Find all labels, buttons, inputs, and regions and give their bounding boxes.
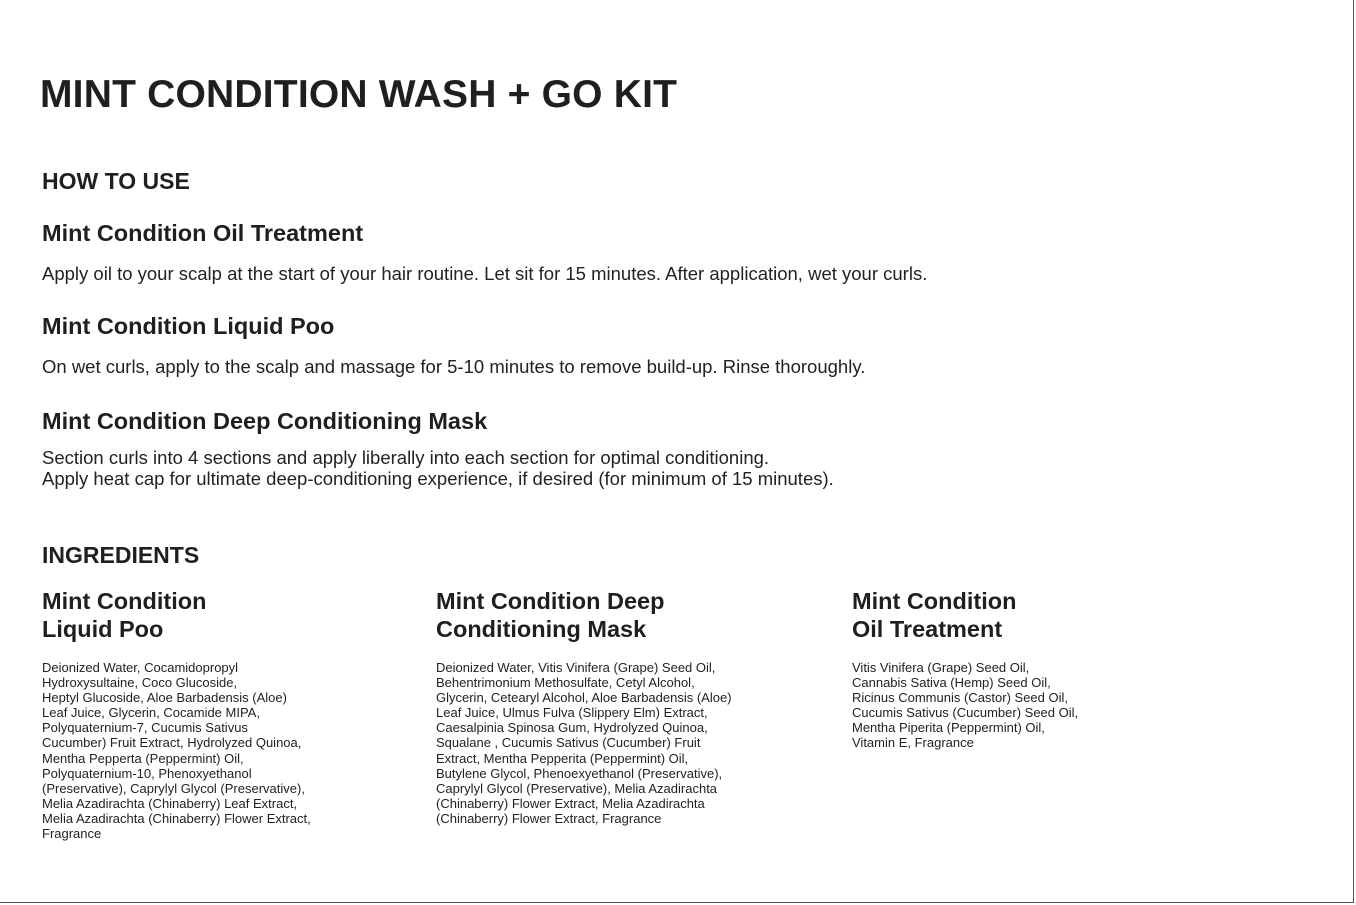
step-text-deep-conditioning-mask-line-2: Apply heat cap for ultimate deep-conditioning experience, if desired (for minimum of 15 minutes). — [42, 468, 834, 489]
ingredients-column-deep-conditioning-mask — [436, 588, 826, 826]
ingredients-column-liquid-poo — [42, 588, 402, 841]
how-to-use-heading: HOW TO USE — [42, 168, 190, 194]
ingredients-list-liquid-poo: Deionized Water, Cocamidopropyl Hydroxysultaine, Coco Glucoside, Heptyl Glucoside, Aloe Barbadensis (Aloe) Leaf Juice, Glycerin, Cocamide MIPA, Polyquaternium-7, Cucumis Sativus Cucumber) Fruit Extract, Hydrolyzed Quinoa, Mentha Pepperta (Peppermint) Oil, Polyquaternium-10, Phenoxyethanol (Preservative), Caprylyl Glycol (Preservative), Melia Azadirachta (Chinaberry) Leaf Extract, Melia Azadirachta (Chinaberry) Flower Extract, Fragrance — [42, 660, 311, 842]
ingredients-title-oil-treatment: Mint Condition Oil Treatment — [852, 588, 1017, 642]
page-title: MINT CONDITION WASH + GO KIT — [40, 73, 678, 116]
step-title-liquid-poo: Mint Condition Liquid Poo — [42, 313, 335, 339]
step-text-oil-treatment: Apply oil to your scalp at the start of your hair routine. Let sit for 15 minutes. After application, wet your curls. — [42, 263, 928, 284]
ingredients-title-liquid-poo: Mint Condition Liquid Poo — [42, 588, 207, 642]
step-title-deep-conditioning-mask: Mint Condition Deep Conditioning Mask — [42, 408, 488, 434]
ingredients-title-deep-conditioning-mask: Mint Condition Deep Conditioning Mask — [436, 588, 665, 642]
step-text-liquid-poo: On wet curls, apply to the scalp and massage for 5-10 minutes to remove build-up. Rinse thoroughly. — [42, 356, 866, 377]
step-text-deep-conditioning-mask-line-1: Section curls into 4 sections and apply liberally into each section for optimal conditioning. — [42, 447, 770, 468]
ingredients-list-oil-treatment: Vitis Vinifera (Grape) Seed Oil, Cannabis Sativa (Hemp) Seed Oil, Ricinus Communis (Castor) Seed Oil, Cucumis Sativus (Cucumber) Seed Oil, Mentha Piperita (Peppermint) Oil, Vitamin E, Fragrance — [852, 660, 1079, 751]
ingredients-column-oil-treatment — [852, 588, 1212, 751]
ingredients-list-deep-conditioning-mask: Deionized Water, Vitis Vinifera (Grape) Seed Oil, Behentrimonium Methosulfate, Cetyl Alcohol, Glycerin, Cetearyl Alcohol, Aloe Barbadensis (Aloe) Leaf Juice, Ulmus Fulva (Slippery Elm) Extract, Caesalpinia Spinosa Gum, Hydrolyzed Quinoa, Squalane , Cucumis Sativus (Cucumber) Fruit Extract, Mentha Pepperita (Peppermint) Oil, Butylene Glycol, Phenoexyethanol (Preservative), Caprylyl Glycol (Preservative), Melia Azadirachta (Chinaberry) Flower Extract, Melia Azadirachta (Chinaberry) Flower Extract, Fragrance — [436, 660, 732, 826]
ingredients-heading: INGREDIENTS — [42, 542, 200, 568]
step-title-oil-treatment: Mint Condition Oil Treatment — [42, 220, 364, 246]
